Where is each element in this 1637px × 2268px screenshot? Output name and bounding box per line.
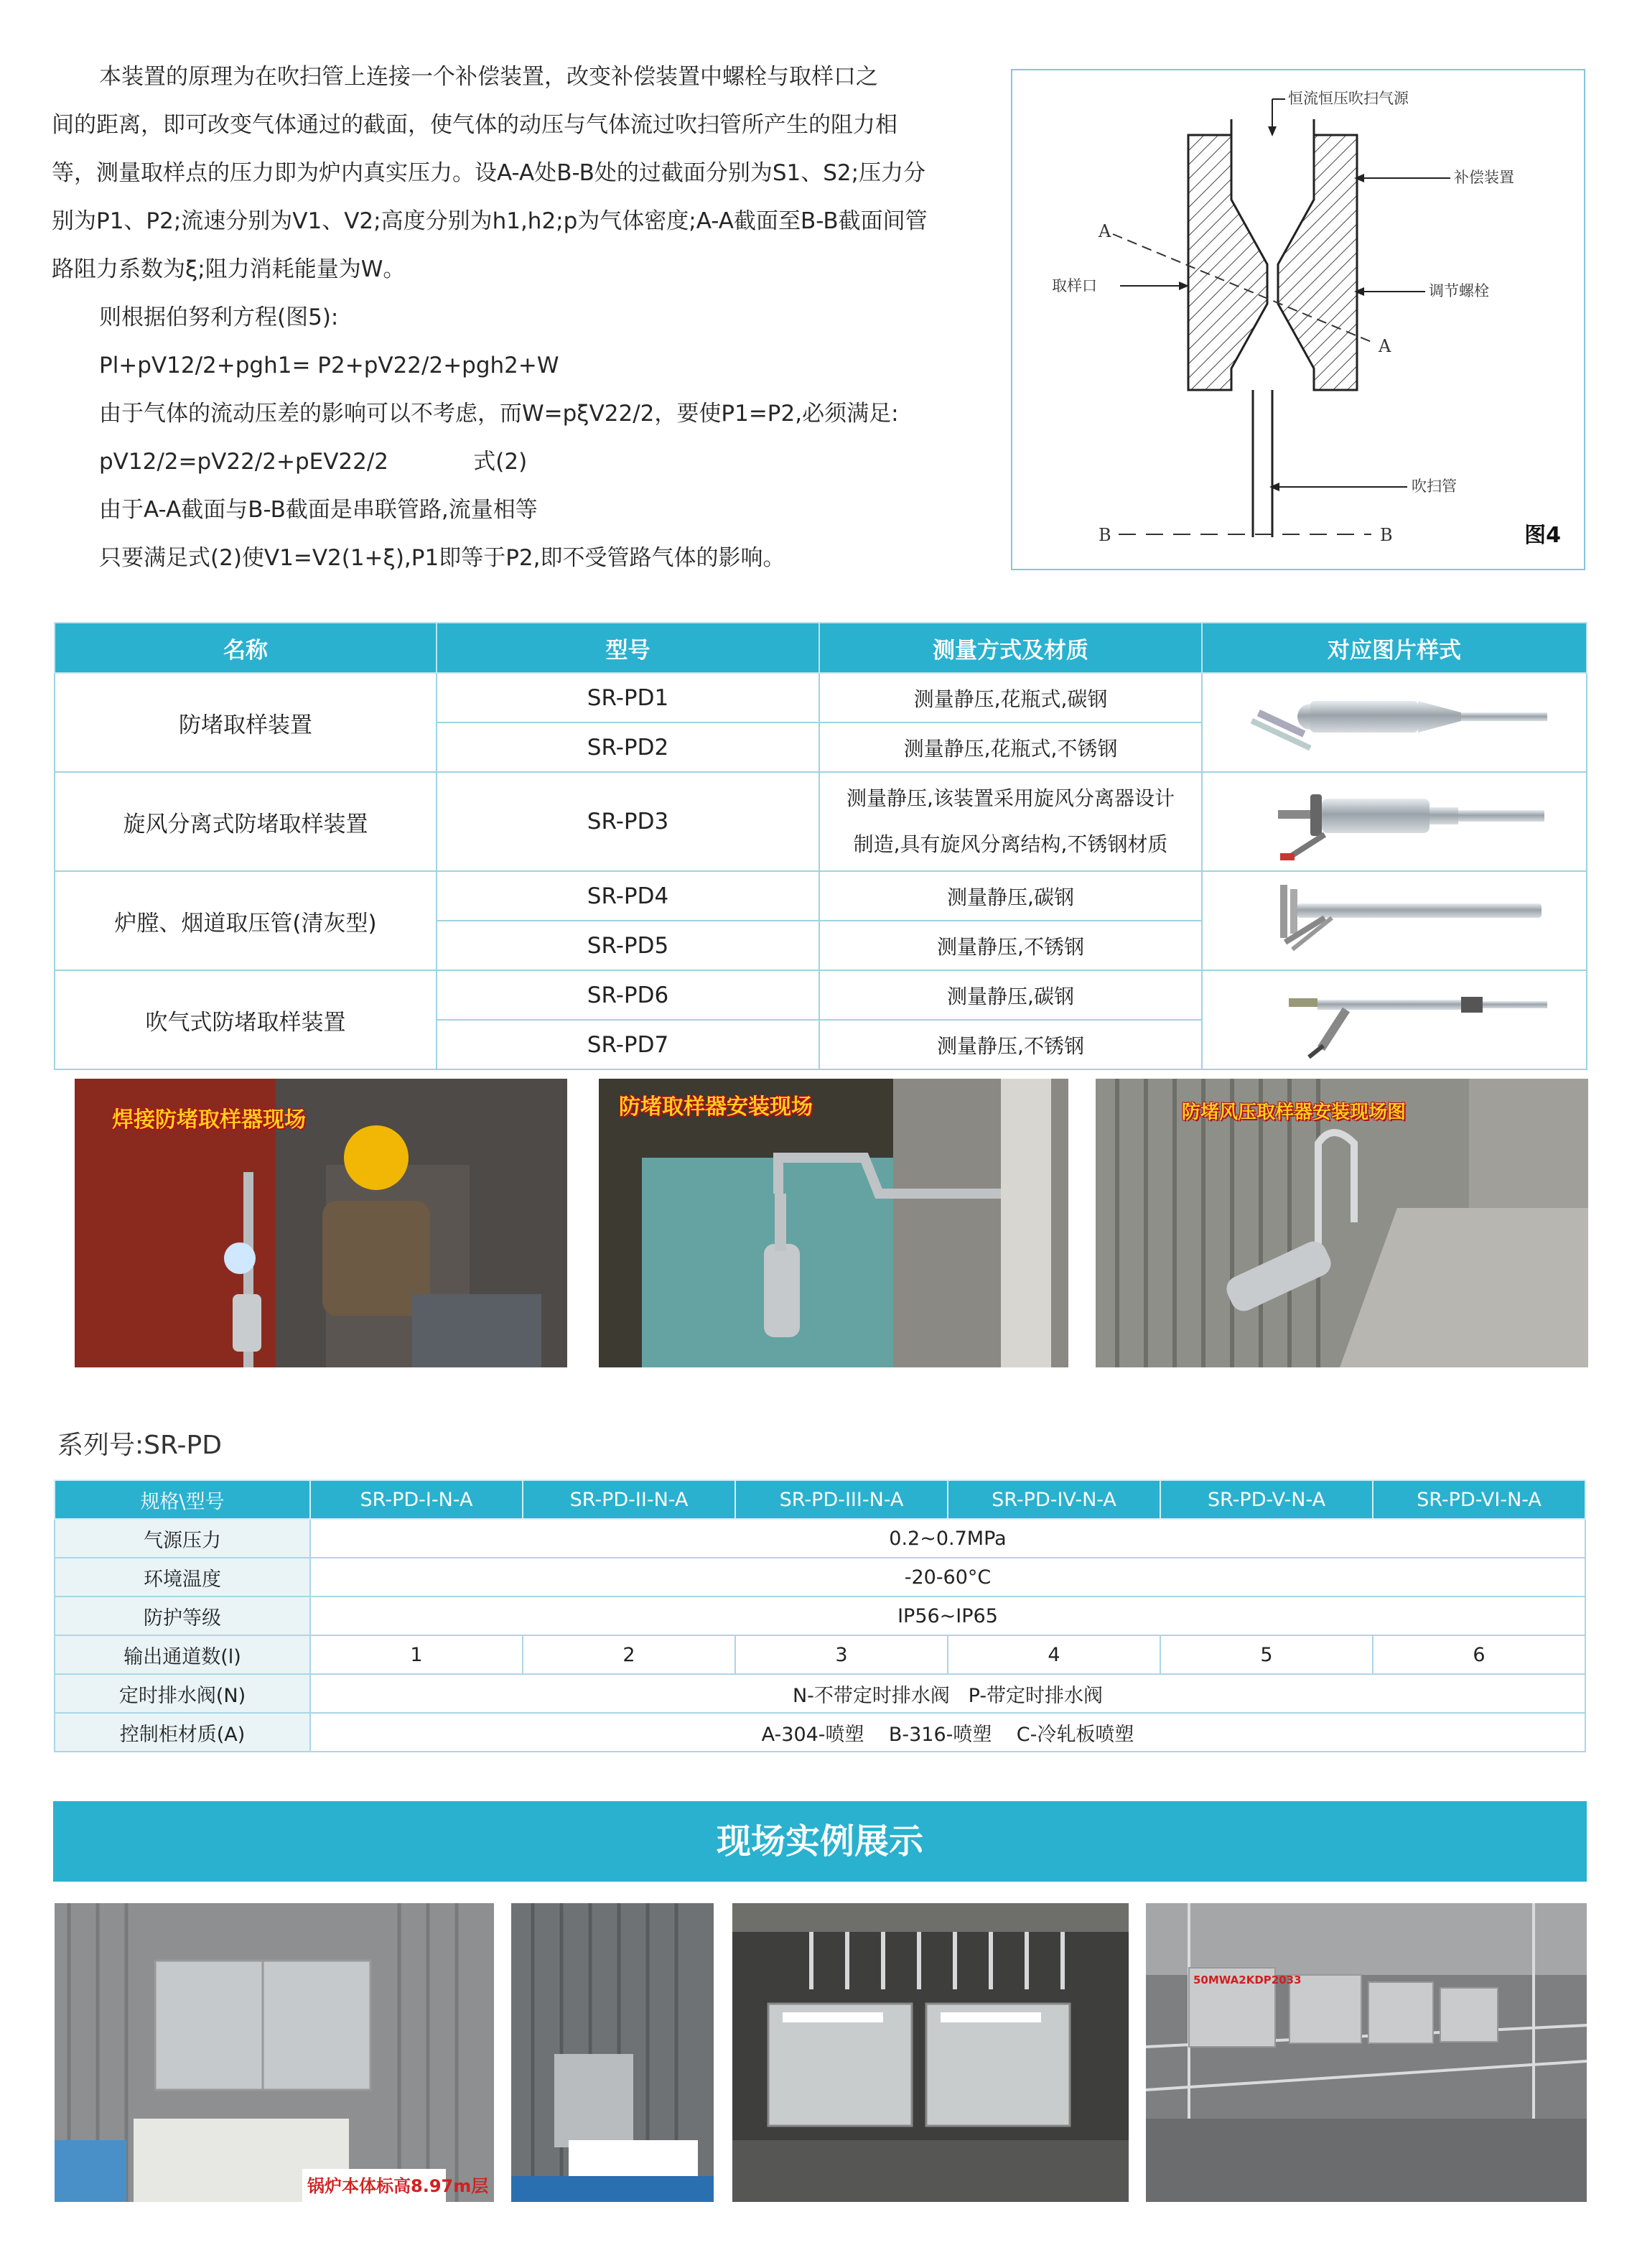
spec-value: 1 xyxy=(310,1635,523,1674)
header-name: 名称 xyxy=(55,623,437,673)
spec-value: 6 xyxy=(1373,1635,1585,1674)
spec-label: 防护等级 xyxy=(55,1597,310,1635)
spec-value: 0.2~0.7MPa xyxy=(310,1519,1585,1558)
table-row xyxy=(55,1519,1585,1558)
product-model: SR-PD1 xyxy=(437,673,819,722)
site-photo-pressure-sampler xyxy=(1096,1079,1588,1367)
example-photo-cabinet-4 xyxy=(1146,1903,1587,2202)
figure-label: 图4 xyxy=(1524,523,1561,548)
photo-sign-text: 50MWA2KDP2033 xyxy=(1193,1974,1302,1986)
label-bolt: 调节螺栓 xyxy=(1429,282,1489,299)
spec-table xyxy=(54,1479,1586,1752)
label-compensator: 补偿装置 xyxy=(1454,169,1514,186)
svg-text:A: A xyxy=(1099,221,1111,241)
table-row xyxy=(55,772,1587,871)
intro-line: 由于气体的流动压差的影响可以不考虑，而W=pξV22/2，要使P1=P2,必须满足: xyxy=(99,401,899,427)
table-row xyxy=(55,871,1587,921)
product-method: 测量静压,不锈钢 xyxy=(819,921,1202,970)
product-name: 吹气式防堵取样装置 xyxy=(55,970,437,1069)
spec-value: N-不带定时排水阀 P-带定时排水阀 xyxy=(310,1674,1585,1713)
spec-value: 2 xyxy=(523,1635,735,1674)
spec-value: 5 xyxy=(1160,1635,1373,1674)
compensator-left-wall xyxy=(1188,135,1267,390)
product-model: SR-PD3 xyxy=(437,772,819,871)
photo-caption: 防堵取样器安装现场 xyxy=(619,1095,813,1120)
label-purge-pipe: 吹扫管 xyxy=(1412,478,1457,495)
table-row xyxy=(55,1713,1585,1752)
header-image: 对应图片样式 xyxy=(1202,623,1587,673)
spec-value: 3 xyxy=(735,1635,948,1674)
product-image-vase xyxy=(1202,673,1587,772)
table-header-row xyxy=(55,623,1587,673)
spec-label: 气源压力 xyxy=(55,1519,310,1558)
figure-4-diagram xyxy=(1011,69,1585,570)
spec-model: SR-PD-II-N-A xyxy=(523,1480,735,1519)
intro-line: 间的距离，即可改变气体通过的截面，使气体的动压与气体流过吹扫管所产生的阻力相 xyxy=(52,112,897,138)
compensator-diagram xyxy=(1012,70,1587,572)
product-image-cyclone xyxy=(1202,772,1587,871)
table-row xyxy=(55,1597,1585,1635)
product-method: 测量静压,该装置采用旋风分离器设计 制造,具有旋风分离结构,不锈钢材质 xyxy=(819,772,1202,871)
intro-line: 本装置的原理为在吹扫管上连接一个补偿装置，改变补偿装置中螺栓与取样口之 xyxy=(99,64,878,90)
example-photo-cabinet-1 xyxy=(55,1903,494,2202)
site-photo-welding xyxy=(75,1079,567,1367)
series-label: 系列号:SR-PD xyxy=(57,1431,222,1460)
header-model: 型号 xyxy=(437,623,819,673)
spec-value: -20-60°C xyxy=(310,1558,1585,1597)
spec-header-label: 规格\型号 xyxy=(55,1480,310,1519)
product-method: 测量静压,花瓶式,不锈钢 xyxy=(819,722,1202,772)
photo-caption: 防堵风压取样器安装现场图 xyxy=(1182,1102,1407,1123)
svg-text:B: B xyxy=(1380,525,1393,545)
label-sample-port: 取样口 xyxy=(1052,277,1097,294)
spec-label: 定时排水阀(N) xyxy=(55,1674,310,1713)
spec-label: 环境温度 xyxy=(55,1558,310,1597)
intro-line: 只要满足式(2)使V1=V2(1+ξ),P1即等于P2,即不受管路气体的影响。 xyxy=(99,545,785,571)
product-model: SR-PD2 xyxy=(437,722,819,772)
spec-value: IP56~IP65 xyxy=(310,1597,1585,1635)
product-model: SR-PD5 xyxy=(437,921,819,970)
example-photo-cabinet-2 xyxy=(511,1903,714,2202)
table-row xyxy=(55,1635,1585,1674)
product-method: 测量静压,碳钢 xyxy=(819,970,1202,1020)
spec-value: A-304-喷塑 B-316-喷塑 C-冷轧板喷塑 xyxy=(310,1713,1585,1752)
equation-1: Pl+pV12/2+pgh1= P2+pV22/2+pgh2+W xyxy=(99,353,559,378)
example-photo-cabinet-3 xyxy=(732,1903,1129,2202)
product-method: 测量静压,碳钢 xyxy=(819,871,1202,921)
section-banner: 现场实例展示 xyxy=(53,1801,1587,1882)
spec-model: SR-PD-III-N-A xyxy=(735,1480,948,1519)
intro-text xyxy=(52,53,964,582)
table-row xyxy=(55,1674,1585,1713)
spec-model: SR-PD-V-N-A xyxy=(1160,1480,1373,1519)
header-method: 测量方式及材质 xyxy=(819,623,1202,673)
product-image-blow-type xyxy=(1202,970,1587,1069)
product-table xyxy=(54,622,1587,1070)
spec-label: 输出通道数(l) xyxy=(55,1635,310,1674)
table-row xyxy=(55,1558,1585,1597)
svg-text:A: A xyxy=(1379,336,1391,356)
spec-model: SR-PD-I-N-A xyxy=(310,1480,523,1519)
product-model: SR-PD7 xyxy=(437,1020,819,1069)
product-model: SR-PD6 xyxy=(437,970,819,1020)
intro-line: 由于A-A截面与B-B截面是串联管路,流量相等 xyxy=(99,497,538,523)
table-header-row xyxy=(55,1480,1585,1519)
label-source: 恒流恒压吹扫气源 xyxy=(1288,90,1409,107)
product-name: 炉膛、烟道取压管(清灰型) xyxy=(55,871,437,970)
product-method: 测量静压,不锈钢 xyxy=(819,1020,1202,1069)
photo-caption: 焊接防堵取样器现场 xyxy=(112,1107,306,1133)
spec-value: 4 xyxy=(948,1635,1160,1674)
compensator-right-wall xyxy=(1278,135,1357,390)
spec-model: SR-PD-IV-N-A xyxy=(948,1480,1160,1519)
intro-line: 则根据伯努利方程(图5): xyxy=(99,305,339,330)
product-name: 防堵取样装置 xyxy=(55,673,437,772)
table-row xyxy=(55,970,1587,1020)
photo-sign-text: 锅炉本体标高8.97m层 xyxy=(307,2176,489,2196)
product-image-pressure-tube xyxy=(1202,871,1587,970)
intro-line: 路阻力系数为ξ;阻力消耗能量为W。 xyxy=(52,256,406,282)
spec-model: SR-PD-VI-N-A xyxy=(1373,1480,1585,1519)
intro-line: 等，测量取样点的压力即为炉内真实压力。设A-A处B-B处的过截面分别为S1、S2;压力分 xyxy=(52,160,926,186)
svg-text:B: B xyxy=(1099,525,1111,545)
table-row xyxy=(55,673,1587,722)
intro-line: 别为P1、P2;流速分别为V1、V2;高度分别为h1,h2;p为气体密度;A-A截面至B-B截面间管 xyxy=(52,208,928,234)
equation-2: pV12/2=pV22/2+pEV22/2 式(2) xyxy=(99,449,528,475)
site-photo-install xyxy=(599,1079,1068,1367)
product-name: 旋风分离式防堵取样装置 xyxy=(55,772,437,871)
spec-label: 控制柜材质(A) xyxy=(55,1713,310,1752)
product-model: SR-PD4 xyxy=(437,871,819,921)
product-method: 测量静压,花瓶式,碳钢 xyxy=(819,673,1202,722)
